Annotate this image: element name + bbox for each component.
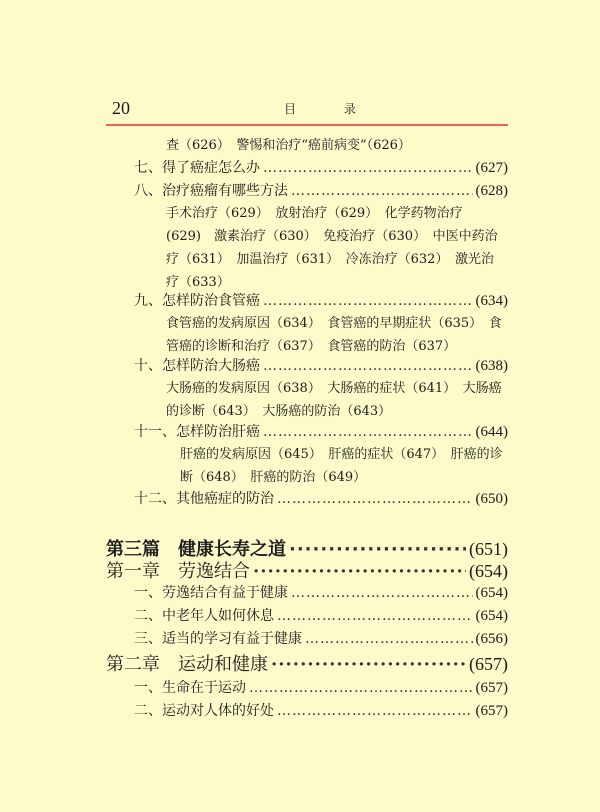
entry-label: 一、生命在于运动 [134, 680, 246, 696]
toc-chapter-2[interactable] [106, 651, 508, 677]
toc-entry[interactable] [134, 677, 508, 699]
entry-label: 八、治疗癌瘤有哪些方法 [134, 183, 288, 199]
leader-dots [263, 157, 473, 179]
sub-line: 断（648） 肝癌的防治（649） [180, 470, 367, 485]
entry-page: (650) [475, 491, 508, 507]
toc-entry-8[interactable] [134, 180, 508, 202]
chapter-page: (654) [469, 561, 508, 581]
sub-line: 大肠癌的发病原因（638） 大肠癌的症状（641） 大肠癌 [166, 381, 502, 396]
sub-line: (629) 激素治疗（630） 免疫治疗（630） 中医中药治 [166, 229, 498, 244]
entry-page: (628) [475, 183, 508, 199]
leader-dots [249, 677, 473, 699]
toc-chapter-1[interactable] [106, 558, 508, 584]
leader-dots [277, 605, 473, 627]
chapter-label: 第二章 运动和健康 [106, 654, 268, 675]
toc-entry[interactable] [134, 628, 508, 650]
entry-label: 七、得了癌症怎么办 [134, 160, 260, 176]
entry-label: 十一、怎样防治肝癌 [134, 424, 260, 440]
toc-entry[interactable] [134, 605, 508, 627]
entry-page: (638) [475, 358, 508, 374]
toc-entry-10[interactable] [134, 355, 508, 377]
page-number: 20 [112, 98, 130, 118]
leader-dots [277, 700, 473, 722]
entry-label: 十、怎样防治大肠癌 [134, 358, 260, 374]
toc-entry[interactable] [134, 700, 508, 722]
entry-page: (657) [475, 680, 508, 696]
toc-entry-12[interactable] [134, 488, 508, 510]
toc-entry-7[interactable] [134, 157, 508, 179]
leader-dots [291, 582, 473, 604]
leader-dots [277, 488, 473, 510]
chapter-label: 第一章 劳逸结合 [106, 561, 250, 582]
sub-line: 疗（631） 加温治疗（631） 冷冻治疗（632） 激光治 [166, 252, 494, 267]
toc-entry-11[interactable] [134, 421, 508, 443]
part-label: 第三篇 健康长寿之道 [106, 539, 286, 560]
running-title: 目 录 [284, 102, 378, 116]
sub-line: 管癌的诊断和治疗（637） 食管癌的防治（637） [166, 339, 457, 354]
leader-dots [305, 628, 473, 650]
entry-label: 三、适当的学习有益于健康 [134, 631, 302, 647]
entry-page: (644) [475, 424, 508, 440]
toc-entry[interactable] [134, 582, 508, 604]
entry-page: (627) [475, 160, 508, 176]
toc-entry-9[interactable] [134, 290, 508, 312]
sub-line: 肝癌的发病原因（645） 肝癌的症状（647） 肝癌的诊 [180, 447, 503, 462]
entry-page: (656) [475, 631, 508, 647]
page-header [112, 96, 508, 124]
entry-page: (657) [475, 703, 508, 719]
entry-page: (654) [475, 608, 508, 624]
entry-label: 二、运动对人体的好处 [134, 703, 274, 719]
leader-dots [263, 290, 473, 312]
entry-label: 二、中老年人如何休息 [134, 608, 274, 624]
header-rule [106, 124, 508, 126]
leader-dots [263, 421, 473, 443]
entry-label: 一、劳逸结合有益于健康 [134, 585, 288, 601]
sub-line: 手术治疗（629） 放射治疗（629） 化学药物治疗 [166, 206, 463, 221]
entry-page: (634) [475, 293, 508, 309]
leader-dots [271, 652, 466, 678]
entry-page: (654) [475, 585, 508, 601]
sub-line: 的诊断（643） 大肠癌的防治（643） [166, 404, 392, 419]
entry-label: 九、怎样防治食管癌 [134, 293, 260, 309]
sub-line: 疗（633） [166, 275, 230, 290]
chapter-page: (657) [469, 654, 508, 674]
part-page: (651) [469, 539, 508, 559]
continued-text: 查（626） 警惕和治疗“癌前病变”（626） [166, 138, 411, 153]
sub-line: 食管癌的发病原因（634） 食管癌的早期症状（635） 食 [166, 316, 502, 331]
entry-label: 十二、其他癌症的防治 [134, 491, 274, 507]
leader-dots [291, 180, 473, 202]
leader-dots [263, 355, 473, 377]
